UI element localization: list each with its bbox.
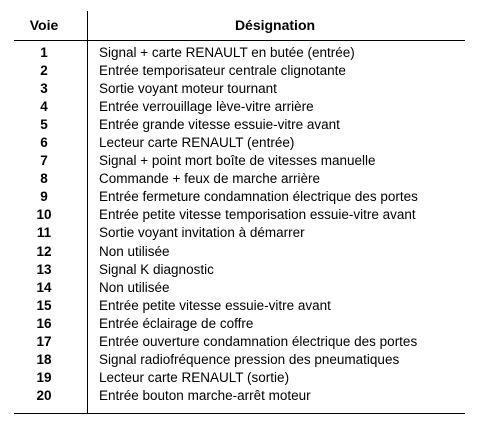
table-row <box>0 134 480 152</box>
pin-designation: Entrée grande vitesse essuie-vitre avant <box>99 117 340 133</box>
pin-designation: Entrée petite vitesse temporisation essuie-vitre avant <box>99 207 416 223</box>
pin-designation: Non utilisée <box>99 243 170 259</box>
pin-designation: Sortie voyant moteur tournant <box>99 81 277 97</box>
pin-designation: Sortie voyant invitation à démarrer <box>99 225 305 241</box>
pin-designation: Signal K diagnostic <box>99 261 214 277</box>
pin-number: 5 <box>40 117 48 133</box>
pin-number: 4 <box>40 99 48 115</box>
header-divider <box>14 40 465 41</box>
pin-number: 20 <box>36 387 52 403</box>
pin-number: 13 <box>36 261 52 277</box>
pin-designation: Entrée verrouillage lève-vitre arrière <box>99 99 314 115</box>
table-bottom-rule <box>14 413 465 414</box>
pin-number: 14 <box>36 279 52 295</box>
pin-number: 2 <box>40 63 48 79</box>
pin-designation: Signal + point mort boîte de vitesses manuelle <box>99 153 376 169</box>
pin-designation: Entrée éclairage de coffre <box>99 315 254 331</box>
table-row <box>0 224 480 242</box>
table-row <box>0 116 480 134</box>
table-row <box>0 261 480 279</box>
pin-number: 1 <box>40 45 48 60</box>
table-row <box>0 387 480 405</box>
table-row <box>0 62 480 80</box>
header-designation: Désignation <box>234 17 316 33</box>
table-row <box>0 243 480 261</box>
header-voie: Voie <box>29 17 59 33</box>
table-row <box>0 315 480 333</box>
table-row <box>0 206 480 224</box>
table-row <box>0 351 480 369</box>
pin-designation: Entrée bouton marche-arrêt moteur <box>99 387 311 403</box>
table-row <box>0 279 480 297</box>
pin-number: 7 <box>40 153 48 169</box>
table-row <box>0 297 480 315</box>
table-row <box>0 98 480 116</box>
pin-designation: Signal radiofréquence pression des pneumatiques <box>99 351 400 367</box>
pin-number: 16 <box>36 315 52 331</box>
pin-designation: Entrée ouverture condamnation électrique des portes <box>99 333 418 349</box>
pin-number: 11 <box>36 225 52 241</box>
pin-designation: Signal + carte RENAULT en butée (entrée) <box>99 45 355 60</box>
table-row <box>0 44 480 62</box>
table-row <box>0 369 480 387</box>
pin-number: 3 <box>40 81 48 97</box>
pin-designation: Lecteur carte RENAULT (sortie) <box>99 369 290 385</box>
pin-designation: Entrée fermeture condamnation électrique des portes <box>99 189 418 205</box>
pin-designation: Commande + feux de marche arrière <box>99 171 320 187</box>
pin-number: 19 <box>36 369 52 385</box>
pin-number: 6 <box>40 135 48 151</box>
table-body <box>0 44 480 405</box>
pin-number: 8 <box>40 171 48 187</box>
pin-designation: Lecteur carte RENAULT (entrée) <box>99 135 295 151</box>
pin-number: 18 <box>36 351 52 367</box>
pin-number: 12 <box>36 243 52 259</box>
table-row <box>0 170 480 188</box>
table-row <box>0 80 480 98</box>
pin-designation: Entrée petite vitesse essuie-vitre avant <box>99 297 331 313</box>
pin-designation: Non utilisée <box>99 279 170 295</box>
pin-number: 10 <box>36 207 52 223</box>
table-row <box>0 333 480 351</box>
pin-number: 9 <box>40 189 48 205</box>
pin-designation: Entrée temporisateur centrale clignotante <box>99 63 346 79</box>
table-row <box>0 152 480 170</box>
table-row <box>0 188 480 206</box>
pin-number: 15 <box>36 297 52 313</box>
pin-number: 17 <box>36 333 52 349</box>
